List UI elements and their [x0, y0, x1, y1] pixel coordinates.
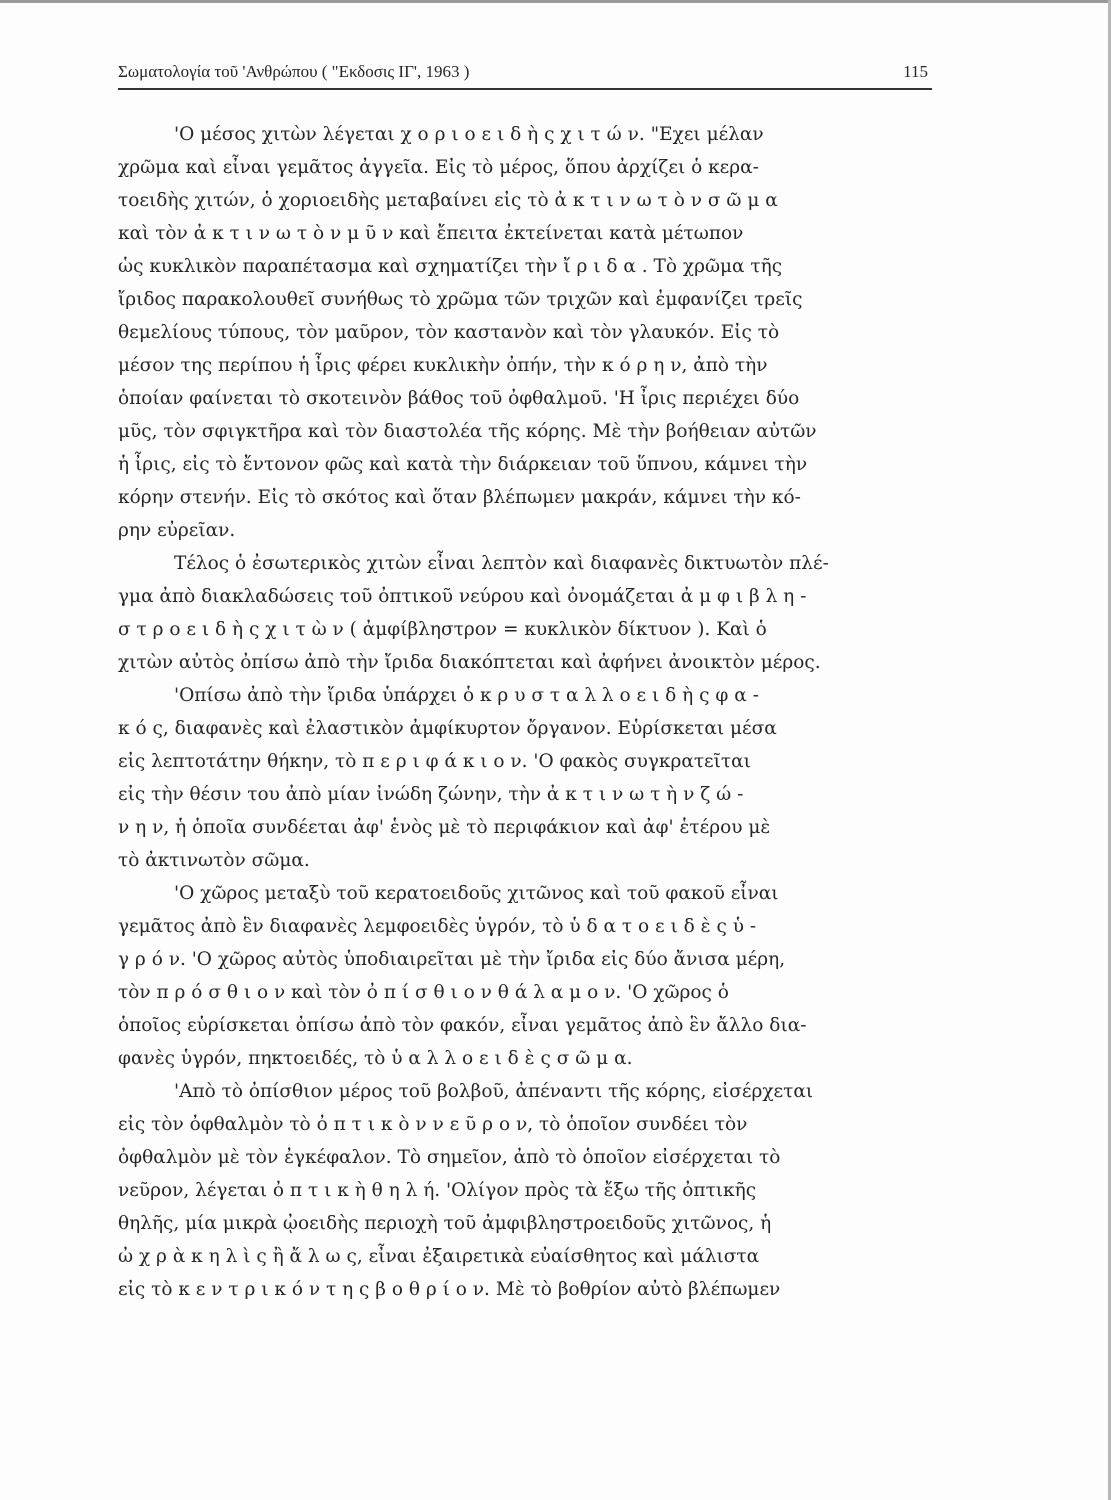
text-line: κ ό ς, διαφανὲς καὶ ἐλαστικὸν ἀμφίκυρτον ὄργανον. Εὑρίσκεται μέσα	[118, 718, 777, 739]
text-line: ὡς κυκλικὸν παραπέτασμα καὶ σχηματίζει τὴν ἴ ρ ι δ α . Τὸ χρῶμα τῆς	[118, 256, 783, 277]
text-line: νεῦρον, λέγεται ὀ π τ ι κ ὴ θ η λ ή. 'Ολίγον πρὸς τὰ ἔξω τῆς ὀπτικῆς	[118, 1180, 757, 1201]
paragraph	[118, 547, 936, 679]
text-line: ὁποῖος εὑρίσκεται ὀπίσω ἀπὸ τὸν φακόν, εἶναι γεμᾶτος ἀπὸ ἓν ἄλλο δια-	[118, 1015, 807, 1036]
text-line: εἰς λεπτοτάτην θήκην, τὸ π ε ρ ι φ ά κ ι ο ν. 'Ο φακὸς συγκρατεῖται	[118, 751, 751, 772]
text-line: ρην εὐρεῖαν.	[118, 520, 236, 541]
text-line: ν η ν, ἡ ὁποῖα συνδέεται ἀφ' ἑνὸς μὲ τὸ περιφάκιον καὶ ἀφ' ἑτέρου μὲ	[118, 817, 771, 838]
text-line: χιτὼν αὐτὸς ὀπίσω ἀπὸ τὴν ἴριδα διακόπτεται καὶ ἀφήνει ἀνοικτὸν μέρος.	[118, 652, 821, 673]
text-line: φανὲς ὑγρόν, πηκτοειδές, τὸ ὑ α λ λ ο ε ι δ ὲ ς σ ῶ μ α.	[118, 1048, 633, 1069]
body-text	[118, 118, 936, 1306]
text-line: ἴριδος παρακολουθεῖ συνήθως τὸ χρῶμα τῶν τριχῶν καὶ ἐμφανίζει τρεῖς	[118, 289, 803, 310]
paragraph	[118, 679, 936, 877]
running-header	[118, 58, 932, 90]
text-line: τὸ ἀκτινωτὸν σῶμα.	[118, 850, 310, 871]
text-line: γμα ἀπὸ διακλαδώσεις τοῦ ὀπτικοῦ νεύρου καὶ ὀνομάζεται ἀ μ φ ι β λ η -	[118, 586, 807, 607]
paragraph	[118, 1075, 936, 1306]
text-line: τοειδὴς χιτών, ὁ χοριοειδὴς μεταβαίνει εἰς τὸ ἀ κ τ ι ν ω τ ὸ ν σ ῶ μ α	[118, 190, 778, 211]
text-line: εἰς τὸ κ ε ν τ ρ ι κ ό ν τ η ς β ο θ ρ ί ο ν. Μὲ τὸ βοθρίον αὐτὸ βλέπωμεν	[118, 1279, 781, 1300]
paragraph	[118, 877, 936, 1075]
text-line: μέσον της περίπου ἡ ἶρις φέρει κυκλικὴν ὀπήν, τὴν κ ό ρ η ν, ἀπὸ τὴν	[118, 355, 768, 376]
text-line: γεμᾶτος ἀπὸ ἓν διαφανὲς λεμφοειδὲς ὑγρόν, τὸ ὑ δ α τ ο ε ι δ ὲ ς ὑ -	[118, 916, 757, 937]
text-line: χρῶμα καὶ εἶναι γεμᾶτος ἀγγεῖα. Εἰς τὸ μέρος, ὅπου ἀρχίζει ὁ κερα-	[118, 157, 759, 178]
text-line: Τέλος ὁ ἐσωτερικὸς χιτὼν εἶναι λεπτὸν καὶ διαφανὲς δικτυωτὸν πλέ-	[174, 553, 829, 574]
paragraph	[118, 118, 936, 547]
text-line: θεμελίους τύπους, τὸν μαῦρον, τὸν καστανὸν καὶ τὸν γλαυκόν. Εἰς τὸ	[118, 322, 780, 343]
text-line: ὀφθαλμὸν μὲ τὸν ἐγκέφαλον. Τὸ σημεῖον, ἀπὸ τὸ ὁποῖον εἰσέρχεται τὸ	[118, 1147, 781, 1168]
text-line: 'Ο μέσος χιτὼν λέγεται χ ο ρ ι ο ε ι δ ὴ ς χ ι τ ώ ν. "Εχει μέλαν	[174, 124, 764, 145]
text-line: ὁποίαν φαίνεται τὸ σκοτεινὸν βάθος τοῦ ὀφθαλμοῦ. 'Η ἶρις περιέχει δύο	[118, 388, 800, 409]
text-line: γ ρ ό ν. 'Ο χῶρος αὐτὸς ὑποδιαιρεῖται μὲ τὴν ἴριδα εἰς δύο ἄνισα μέρη,	[118, 949, 786, 970]
text-line: τὸν π ρ ό σ θ ι ο ν καὶ τὸν ὀ π ί σ θ ι ο ν θ ά λ α μ ο ν. 'Ο χῶρος ὁ	[118, 982, 729, 1003]
text-line: εἰς τὴν θέσιν του ἀπὸ μίαν ἰνώδη ζώνην, τὴν ἀ κ τ ι ν ω τ ὴ ν ζ ώ -	[118, 784, 744, 805]
text-line: ἡ ἶρις, εἰς τὸ ἔντονον φῶς καὶ κατὰ τὴν διάρκειαν τοῦ ὕπνου, κάμνει τὴν	[118, 454, 808, 475]
text-line: κόρην στενήν. Εἰς τὸ σκότος καὶ ὅταν βλέπωμεν μακράν, κάμνει τὴν κό-	[118, 487, 801, 508]
text-line: 'Οπίσω ἀπὸ τὴν ἴριδα ὑπάρχει ὁ κ ρ υ σ τ α λ λ ο ε ι δ ὴ ς φ α -	[174, 685, 759, 706]
text-line: 'Ο χῶρος μεταξὺ τοῦ κερατοειδοῦς χιτῶνος καὶ τοῦ φακοῦ εἶναι	[174, 883, 779, 904]
text-line: θηλῆς, μία μικρὰ ᾠοειδὴς περιοχὴ τοῦ ἀμφιβληστροειδοῦς χιτῶνος, ἡ	[118, 1213, 772, 1234]
page-number: 115	[903, 62, 928, 81]
header-title: Σωματολογία τοῦ 'Ανθρώπου ( "Εκδοσις ΙΓ', 1963 )	[118, 62, 470, 81]
text-line: μῦς, τὸν σφιγκτῆρα καὶ τὸν διαστολέα τῆς κόρης. Μὲ τὴν βοήθειαν αὐτῶν	[118, 421, 817, 442]
text-line: καὶ τὸν ἀ κ τ ι ν ω τ ὸ ν μ ῦ ν καὶ ἔπειτα ἐκτείνεται κατὰ μέτωπον	[118, 223, 744, 244]
text-line: εἰς τὸν ὀφθαλμὸν τὸ ὀ π τ ι κ ὸ ν ν ε ῦ ρ ο ν, τὸ ὁποῖον συνδέει τὸν	[118, 1114, 748, 1135]
text-line: 'Απὸ τὸ ὀπίσθιον μέρος τοῦ βολβοῦ, ἀπέναντι τῆς κόρης, εἰσέρχεται	[174, 1081, 814, 1102]
text-line: σ τ ρ ο ε ι δ ὴ ς χ ι τ ὼ ν ( ἀμφίβληστρον = κυκλικὸν δίκτυον ). Καὶ ὁ	[118, 619, 767, 640]
text-line: ὠ χ ρ ὰ κ η λ ὶ ς ἢ ἄ λ ω ς, εἶναι ἐξαιρετικὰ εὐαίσθητος καὶ μάλιστα	[118, 1246, 760, 1267]
page-top-edge	[0, 0, 1111, 3]
